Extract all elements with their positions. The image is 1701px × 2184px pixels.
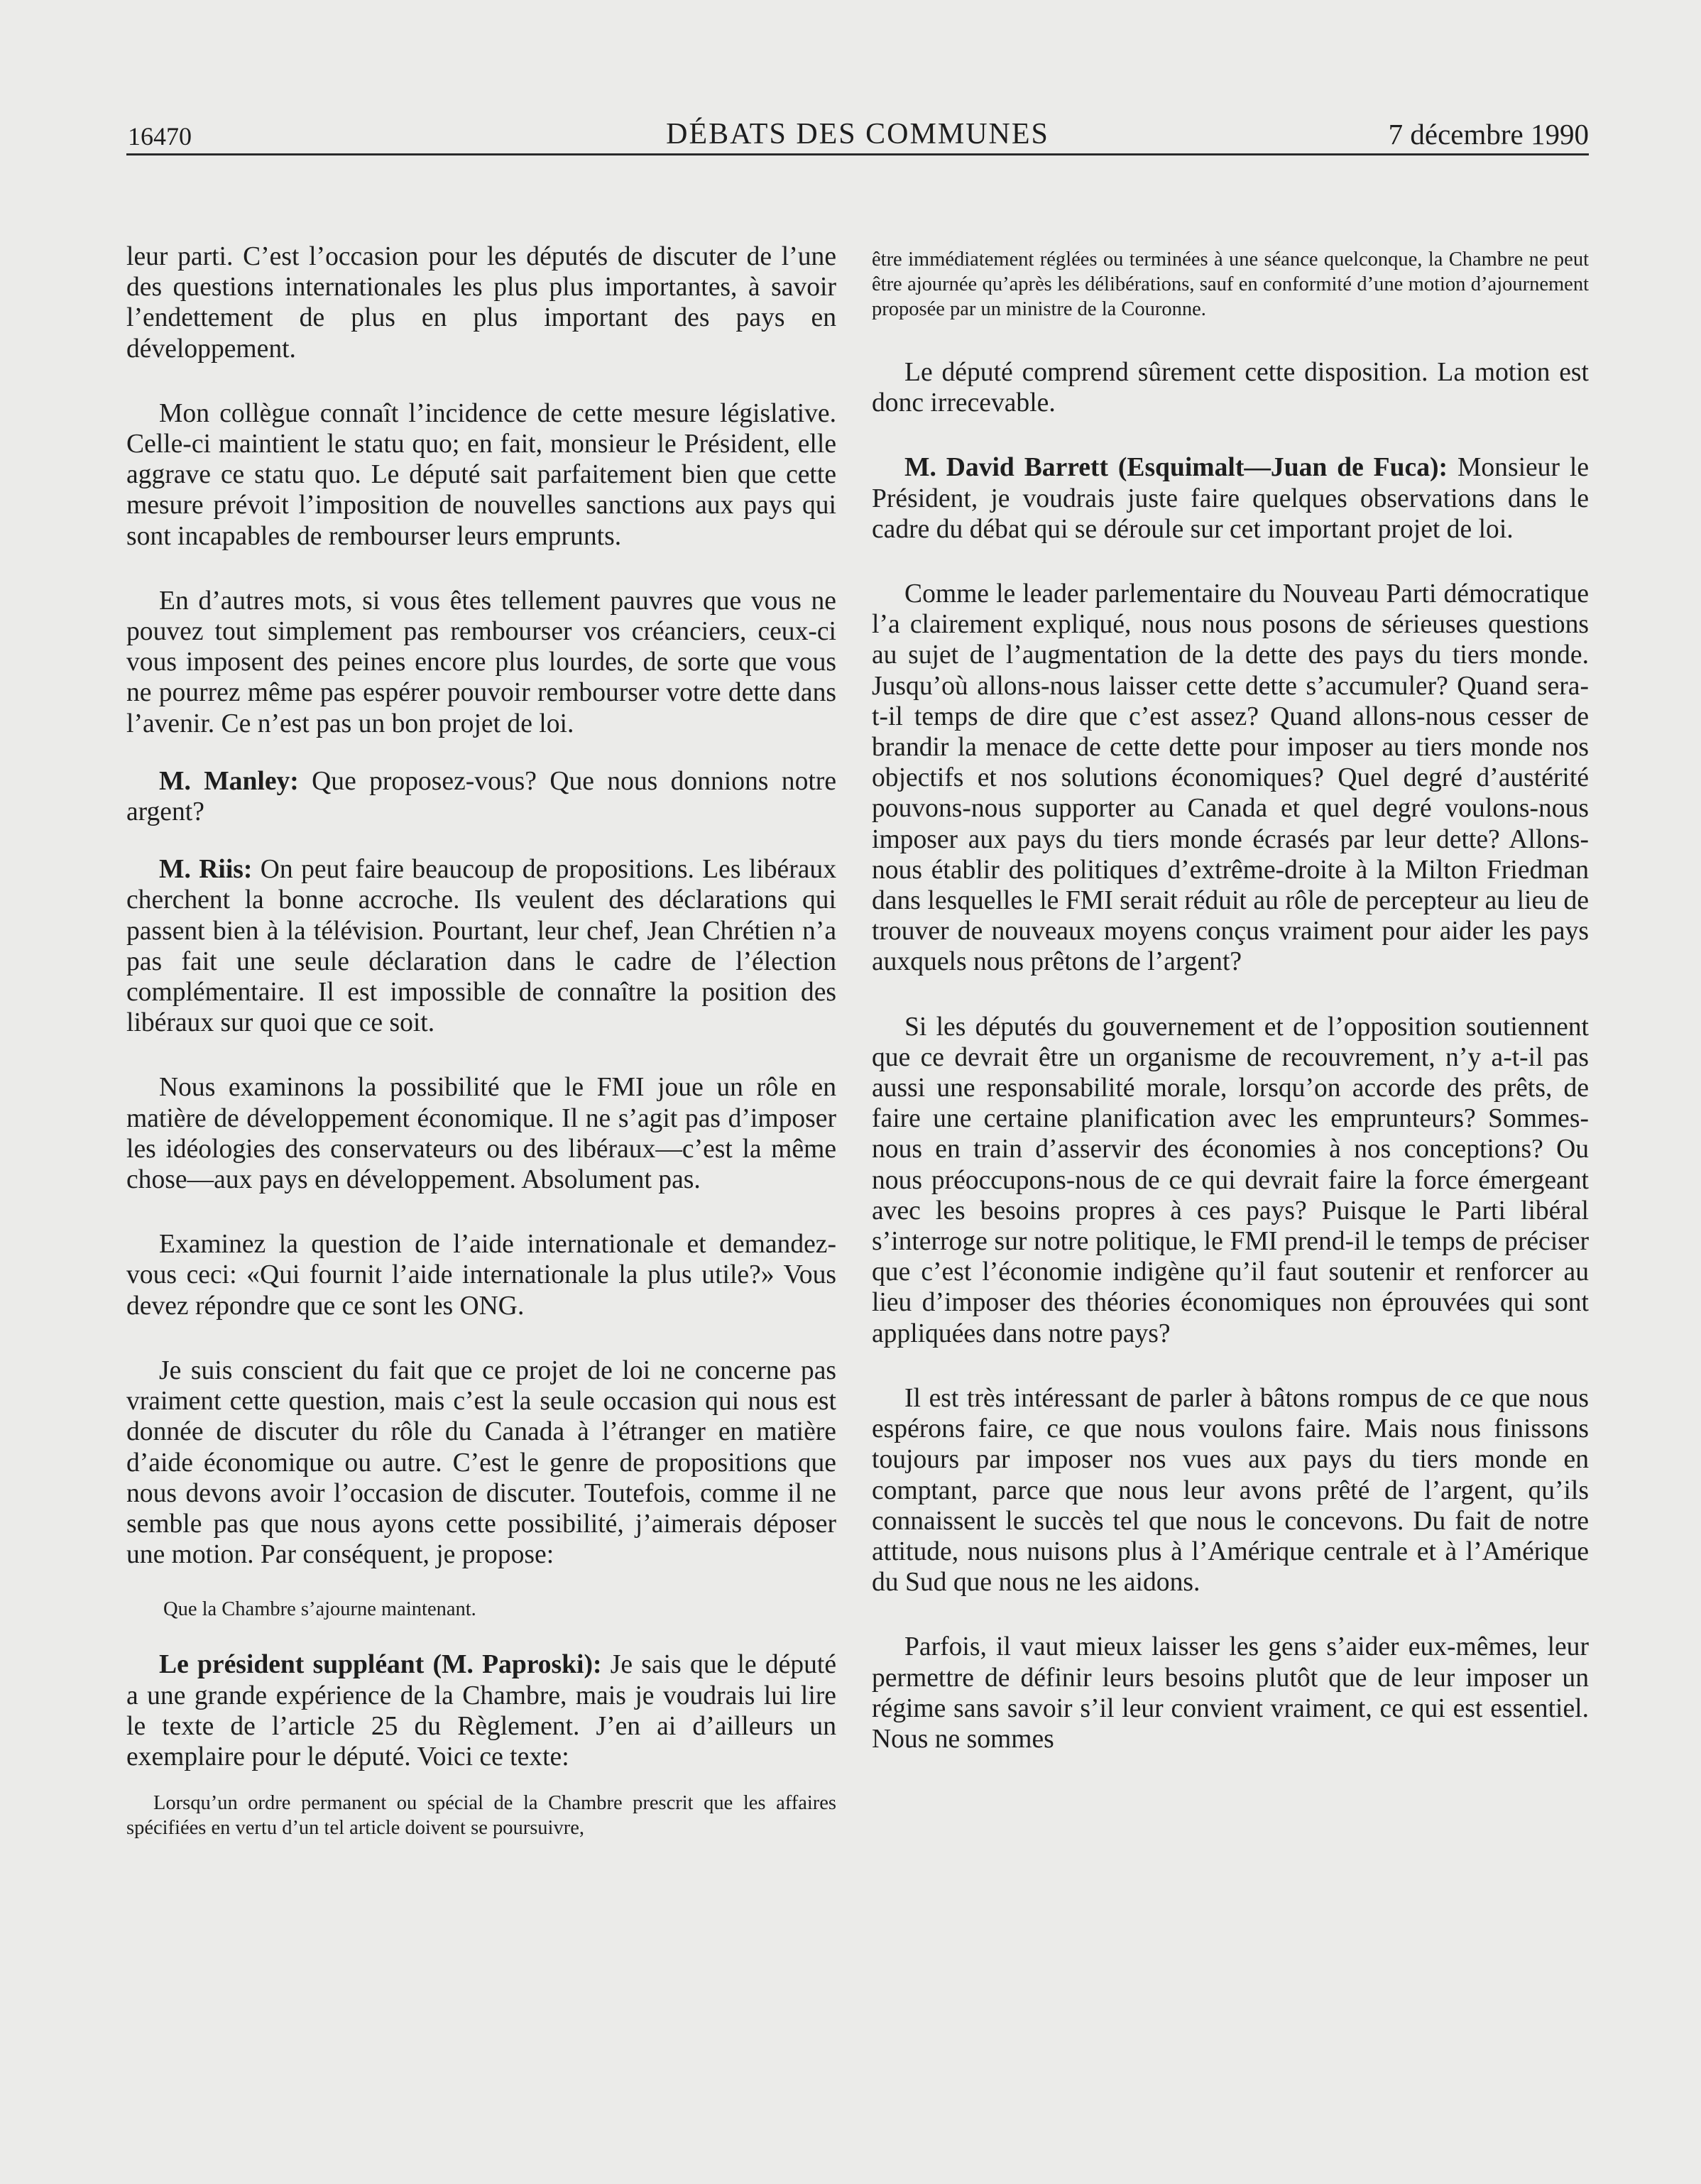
speech-paragraph	[126, 854, 836, 1038]
publication-date: 7 décembre 1990	[1388, 118, 1589, 151]
paragraph: Nous examinons la possibilité que le FMI joue un rôle en matière de développement économique. Il ne s’agit pas d’imposer les idéologies des conservateurs ou des libéraux—c’est la même chose—aux pays en développement. Absolument pas.	[126, 1073, 836, 1195]
speaker-name: M. Riis:	[159, 855, 253, 885]
speaker-name: M. Manley:	[159, 766, 299, 796]
paragraph: Le député comprend sûrement cette disposition. La motion est donc irrecevable.	[872, 358, 1589, 418]
speaker-name: Le président suppléant (M. Paproski):	[159, 1650, 602, 1680]
speaker-name: M. David Barrett (Esquimalt—Juan de Fuca):	[904, 453, 1448, 483]
speech-text: Que proposez-vous? Que nous donnions notre argent?	[126, 766, 837, 827]
paragraph: Si les députés du gouvernement et de l’opposition soutiennent que ce devrait être un organisme de recouvrement, n’y a-t-il pas aussi une responsabilité morale, lorsqu’on accorde des prêts, de faire une certaine planification avec les emprunteurs? Sommes-nous en train d’asservir des économies à nos conceptions? Ou nous préoccupons-nous de ce qui devrait faire la force émergeant avec les besoins propres à ces pays? Puisque le Parti libéral s’interroge sur notre politique, le FMI prend-il le temps de préciser que c’est l’économie indigène qu’il faut soutenir et renforcer au lieu d’imposer des théories économiques non éprouvées qui sont appliquées dans notre pays?	[872, 1012, 1589, 1348]
speech-paragraph	[126, 766, 836, 827]
right-column	[872, 241, 1589, 1754]
paragraph: Mon collègue connaît l’incidence de cette mesure législative. Celle-ci maintient le statu quo; en fait, monsieur le Président, elle aggrave ce statu quo. Le député sait parfaitement bien que cette mesure prévoit l’imposition de nouvelles sanctions aux pays qui sont incapables de rembourser leurs emprunts.	[126, 398, 836, 551]
motion-text: Que la Chambre s’ajourne maintenant.	[163, 1598, 476, 1621]
paragraph: Je suis conscient du fait que ce projet de loi ne concerne pas vraiment cette question, mais c’est la seule occasion qui nous est donnée de discuter du rôle du Canada à l’étranger en matière d’aide économique ou autre. C’est le genre de propositions que nous devons avoir l’occasion de discuter. Toutefois, comme il ne semble pas que nous ayons cette possibilité, j’aimerais déposer une motion. Par conséquent, je propose:	[126, 1355, 836, 1570]
publication-title: DÉBATS DES COMMUNES	[666, 118, 1049, 151]
speech-text: Monsieur le Président, je voudrais juste faire quelques observations dans le cadre du débat qui se déroule sur cet important projet de loi.	[872, 453, 1590, 544]
standing-order-quote-continued: être immédiatement réglées ou terminées à une séance quelconque, la Chambre ne peut être ajournée qu’après les délibérations, sauf en conformité d’une motion d’ajournement proposée par un ministre de la Couronne.	[872, 249, 1589, 320]
paragraph: leur parti. C’est l’occasion pour les députés de discuter de l’une des questions internationales les plus plus importantes, à savoir l’endettement de plus en plus important des pays en développement.	[126, 242, 836, 364]
paragraph: Parfois, il vaut mieux laisser les gens s’aider eux-mêmes, leur permettre de définir leurs besoins plutôt que de leur imposer un régime sans savoir s’il leur convient vraiment, ce qui est essentiel. Nous ne sommes	[872, 1632, 1589, 1754]
speech-text: Je sais que le député a une grande expérience de la Chambre, mais je voudrais lui lire le texte de l’article 25 du Règlement. J’en ai d’ailleurs un exemplaire pour le député. Voici ce texte:	[126, 1650, 836, 1771]
speech-text: On peut faire beaucoup de propositions. Les libéraux cherchent la bonne accroche. Ils veulent des déclarations qui passent bien à la télévision. Pourtant, leur chef, Jean Chrétien n’a pas fait une seule déclaration dans le cadre de l’élection complémentaire. Il est impossible de connaître la position des libéraux sur quoi que ce soit.	[126, 855, 836, 1038]
page-header	[126, 107, 1589, 155]
speech-paragraph	[872, 452, 1589, 545]
paragraph: En d’autres mots, si vous êtes tellement pauvres que vous ne pouvez tout simplement pas rembourser vos créanciers, ceux-ci vous imposent des peines encore plus lourdes, de sorte que vous ne pourrez même pas espérer pouvoir rembourser votre dette dans l’avenir. Ce n’est pas un bon projet de loi.	[126, 586, 836, 738]
page-number: 16470	[128, 122, 192, 151]
paragraph: Examinez la question de l’aide internationale et demandez-vous ceci: «Qui fournit l’aide internationale la plus utile?» Vous devez répondre que ce sont les ONG.	[126, 1230, 836, 1321]
left-column	[126, 241, 836, 1840]
speech-paragraph	[126, 1649, 836, 1772]
paragraph: Comme le leader parlementaire du Nouveau Parti démocratique l’a clairement expliqué, nous nous posons de sérieuses questions au sujet de l’augmentation de la dette des pays du tiers monde. Jusqu’où allons-nous laisser cette dette s’accumuler? Quand sera-t-il temps de dire que c’est assez? Quand allons-nous cesser de brandir la menace de cette dette pour imposer au tiers monde nos objectifs et nos solutions économiques? Quel degré d’austérité pouvons-nous supporter au Canada et quel degré voulons-nous imposer aux pays du tiers monde écrasés par leur dette? Allons-nous établir des politiques d’extrême-droite à la Milton Friedman dans lesquelles le FMI serait réduit au rôle de percepteur au lieu de trouver de nouveaux moyens conçus vraiment pour aider les pays auxquels nous prêtons de l’argent?	[872, 579, 1589, 977]
paragraph: Il est très intéressant de parler à bâtons rompus de ce que nous espérons faire, ce que nous voulons faire. Mais nous finissons toujours par imposer nos vues aux pays du tiers monde en comptant, parce que nous leur avons prêté de l’argent, qu’ils connaissent le succès tel que nous le concevons. Du fait de notre attitude, nous nuisons plus à l’Amérique centrale et à l’Amérique du Sud que nous ne les aidons.	[872, 1383, 1589, 1598]
standing-order-quote: Lorsqu’un ordre permanent ou spécial de la Chambre prescrit que les affaires spécifiées en vertu d’un tel article doivent se poursuivre,	[126, 1792, 836, 1840]
